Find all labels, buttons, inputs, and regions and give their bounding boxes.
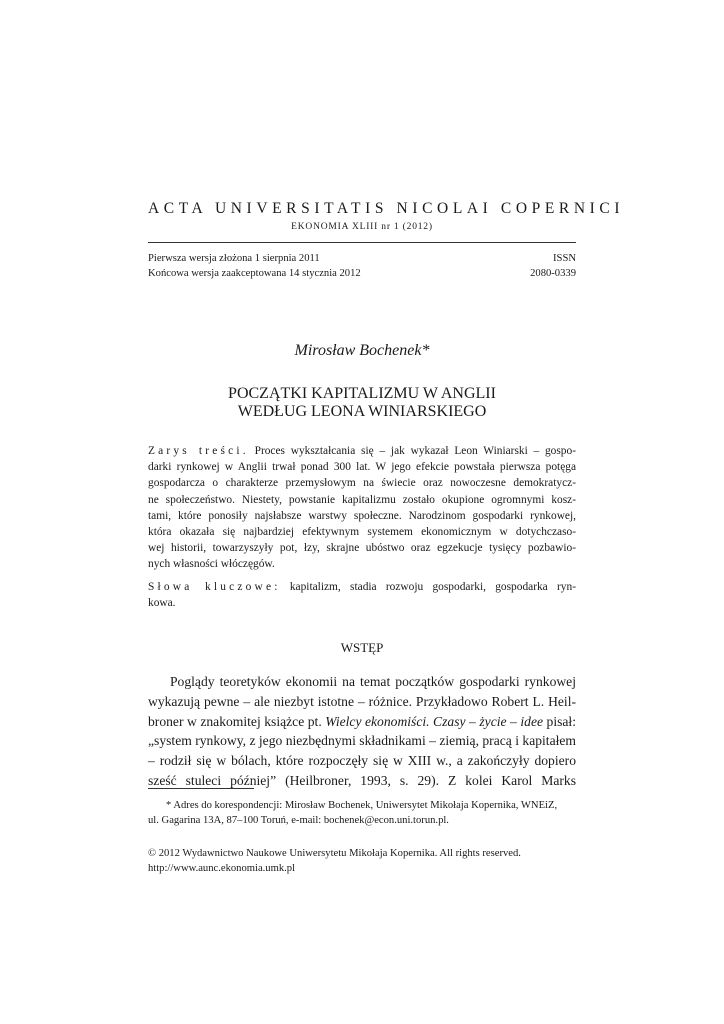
abstract-label: Zarys treści. bbox=[148, 445, 249, 457]
body-line: wykazują pewne – ale niezbyt istotne – różnice. Przykładowo Robert L. Heil- bbox=[148, 693, 576, 709]
issn-value: 2080-0339 bbox=[530, 268, 576, 279]
copyright bbox=[148, 846, 576, 876]
abstract bbox=[148, 443, 576, 573]
keywords-label: Słowa kluczowe: bbox=[148, 581, 281, 593]
abstract-line: darki rynkowej w Anglii trwał ponad 300 lat. W jego efekcie powstała pierwsza potęga bbox=[148, 461, 576, 474]
book-title: Wielcy ekonomiści. Czasy – życie – idee bbox=[325, 713, 544, 729]
issn-label: ISSN bbox=[553, 253, 576, 264]
final-version-date: Końcowa wersja zaakceptowana 14 stycznia 2012 bbox=[148, 268, 361, 279]
footnote-line: * Adres do korespondencji: Mirosław Bochenek, Uniwersytet Mikołaja Kopernika, WNEiZ, bbox=[166, 800, 558, 811]
first-version-date: Pierwsza wersja złożona 1 sierpnia 2011 bbox=[148, 253, 320, 264]
abstract-line: wej historii, towarzyszyły pot, łzy, skrajne ubóstwo oraz egzekucje tysięcy pozbawio- bbox=[148, 542, 576, 555]
footnote bbox=[148, 798, 576, 828]
keywords-line: Słowa kluczowe: kapitalizm, stadia rozwoju gospodarki, gospodarka ryn- bbox=[148, 581, 576, 593]
submission-dates bbox=[148, 251, 361, 281]
journal-volume: EKONOMIA XLIII nr 1 (2012) bbox=[291, 222, 433, 232]
body-line: „system rynkowy, z jego niezbędnymi składnikami – ziemią, pracą i kapitałem bbox=[148, 733, 576, 749]
footnote-line: ul. Gagarina 13A, 87–100 Toruń, e-mail: bochenek@econ.uni.torun.pl. bbox=[148, 815, 449, 827]
body-line: broner w znakomitej książce pt. Wielcy ekonomiści. Czasy – życie – idee pisał: bbox=[148, 713, 576, 729]
issn-block bbox=[530, 251, 576, 281]
abstract-line: Zarys treści. Proces wykształcania się – jak wykazał Leon Winiarski – gospo- bbox=[148, 445, 576, 457]
body-text bbox=[148, 672, 576, 791]
abstract-line: która okazała się najbardziej efektywnym systemem ekonomicznym w dotychczaso- bbox=[148, 526, 576, 539]
journal-url: http://www.aunc.ekonomia.umk.pl bbox=[148, 863, 296, 875]
title-line: POCZĄTKI KAPITALIZMU W ANGLII bbox=[228, 385, 496, 402]
journal-title: ACTA UNIVERSITATIS NICOLAI COPERNICI bbox=[148, 200, 625, 217]
keywords-line: kowa. bbox=[148, 597, 176, 610]
body-line: – rodził się w bólach, które rozpoczęły się w XIII w., a zakończyły dopiero bbox=[148, 753, 576, 769]
abstract-line: nych własności włóczęgów. bbox=[148, 558, 275, 571]
header-divider bbox=[148, 242, 576, 243]
keywords bbox=[148, 579, 576, 611]
article-title bbox=[148, 385, 576, 421]
body-line: Poglądy teoretyków ekonomii na temat początków gospodarki rynkowej bbox=[170, 674, 576, 689]
author-name: Mirosław Bochenek* bbox=[294, 342, 430, 359]
title-line: WEDŁUG LEONA WINIARSKIEGO bbox=[237, 403, 487, 420]
section-heading: WSTĘP bbox=[340, 640, 384, 655]
copyright-line: © 2012 Wydawnictwo Naukowe Uniwersytetu Mikołaja Kopernika. All rights reserved. bbox=[148, 848, 521, 859]
abstract-line: tami, które ponosiły najsłabsze warstwy społeczne. Narodzinom gospodarki rynkowej, bbox=[148, 509, 576, 522]
abstract-line: gospodarcza o charakterze przemysłowym na świecie oraz nowoczesne demokratycz- bbox=[148, 477, 576, 490]
footnote-divider bbox=[148, 788, 254, 789]
abstract-line: ne społeczeństwo. Niestety, powstanie kapitalizmu zostało okupione ogromnymi kosz- bbox=[148, 493, 576, 506]
body-line: sześć stuleci później” (Heilbroner, 1993, s. 29). Z kolei Karol Marks bbox=[148, 772, 576, 788]
